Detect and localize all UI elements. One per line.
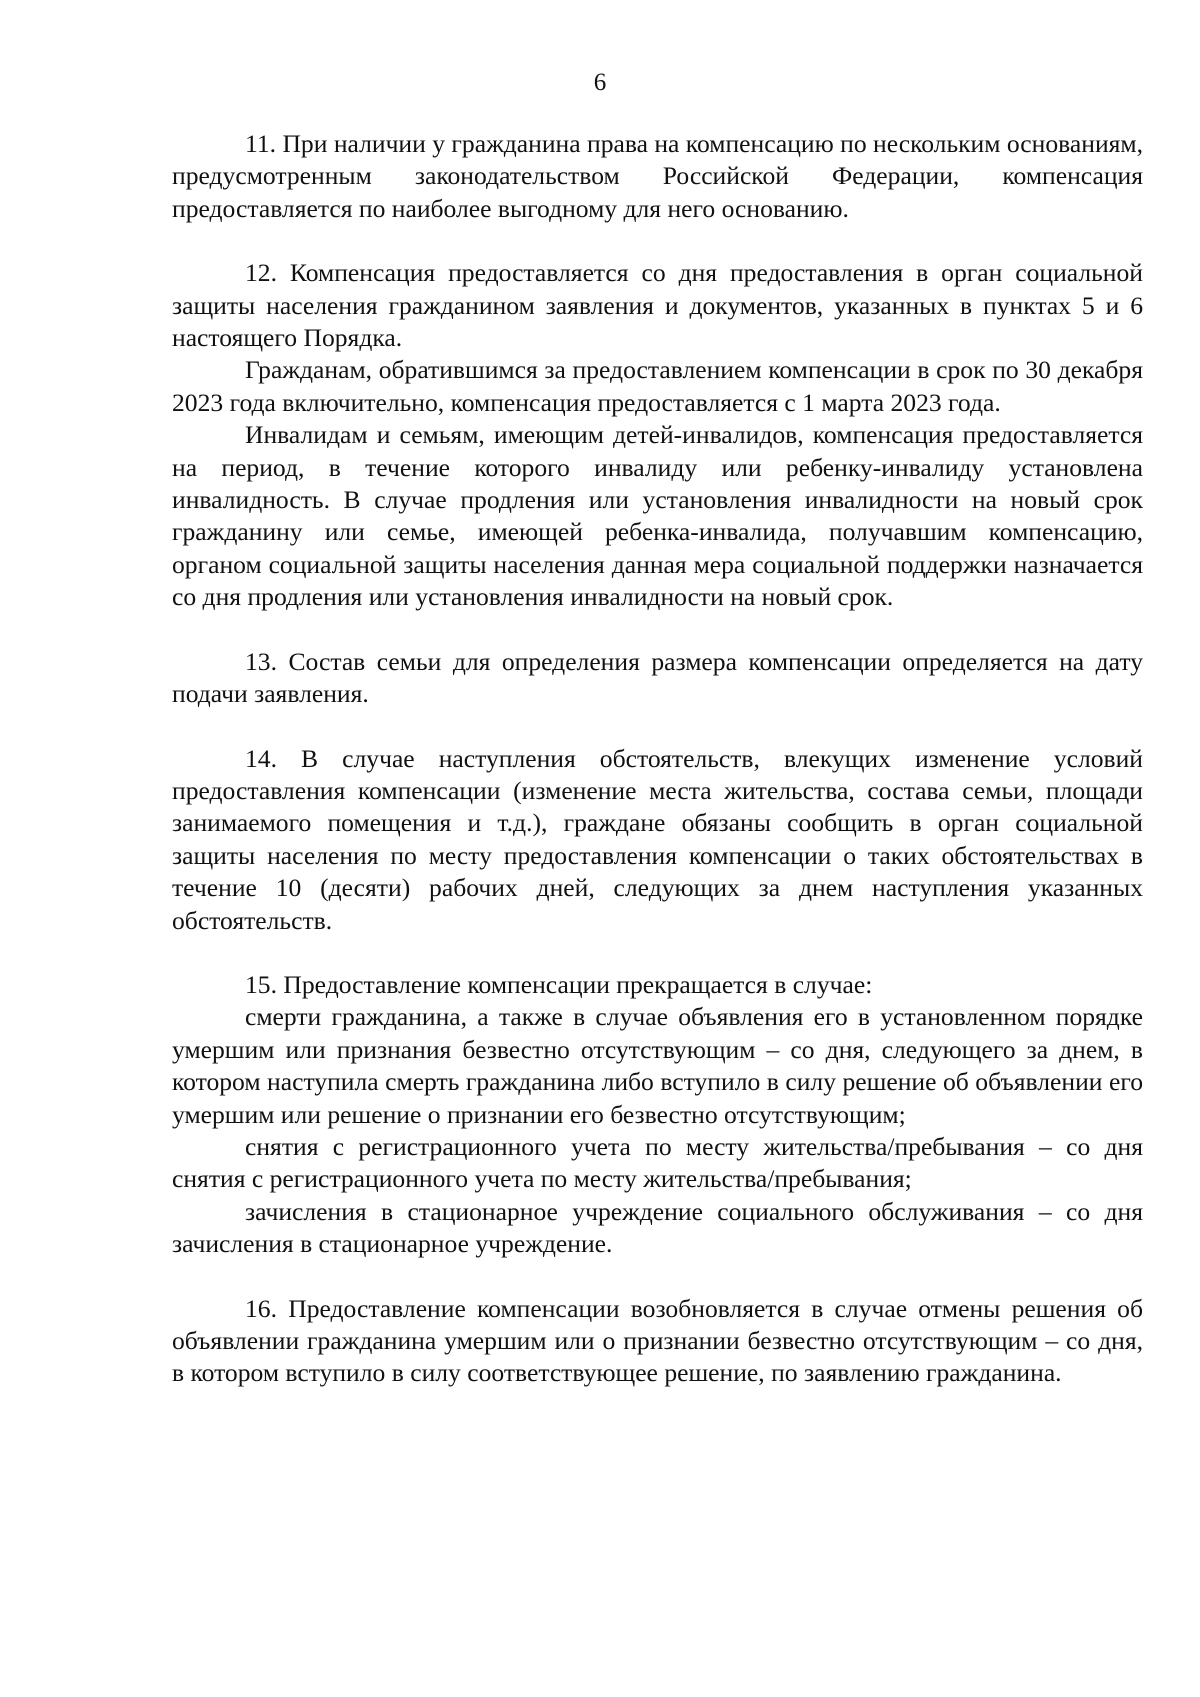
paragraph-15-deregistration: снятия с регистрационного учета по месту жительства/пребывания – со дня снятия с регистрационного учета по месту жительства/пребывания; [172, 1131, 1143, 1194]
paragraph-12: 12. Компенсация предоставляется со дня предоставления в орган социальной защиты населения гражданином заявления и документов, указанных в пунктах 5 и 6 настоящего Порядка. [172, 258, 1143, 353]
paragraph-16: 16. Предоставление компенсации возобновляется в случае отмены решения об объявлении гражданина умершим или о признании безвестно отсутствующим – со дня, в котором вступило в силу соответствующее решение, по заявлению гражданина. [172, 1293, 1143, 1388]
page-number: 6 [593, 69, 607, 96]
paragraph-12-citizens: Гражданам, обратившимся за предоставлением компенсации в срок по 30 декабря 2023 года включительно, компенсация предоставляется с 1 марта 2023 года. [172, 355, 1143, 417]
paragraph-13: 13. Состав семьи для определения размера компенсации определяется на дату подачи заявления. [172, 646, 1143, 709]
paragraph-12-disabled: Инвалидам и семьям, имеющим детей-инвалидов, компенсация предоставляется на период, в течение которого инвалиду или ребенку-инвалиду установлена инвалидность. В случае продления или установления инвалидности на новый срок гражданину или семье, имеющей ребенка-инвалида, получавшим компенсацию, органом социальной защиты населения данная мера социальной поддержки назначается со дня продления или установления инвалидности на новый срок. [172, 420, 1143, 612]
document-body [172, 128, 1143, 1390]
paragraph-15-death: смерти гражданина, а также в случае объявления его в установленном порядке умершим или признания безвестно отсутствующим – со дня, следующего за днем, в котором наступила смерть гражданина либо вступило в силу решение об объявлении его умершим или решение о признании его безвестно отсутствующим; [172, 1002, 1143, 1129]
paragraph-15: 15. Предоставление компенсации прекращается в случае: [245, 969, 873, 999]
paragraph-11: 11. При наличии у гражданина права на компенсацию по нескольким основаниям, предусмотренным законодательством Российской Федерации, компенсация предоставляется по наиболее выгодному для него основанию. [172, 129, 1144, 223]
paragraph-14: 14. В случае наступления обстоятельств, влекущих изменение условий предоставления компенсации (изменение места жительства, состава семьи, площади занимаемого помещения и т.д.), граждане обязаны сообщить в орган социальной защиты населения по месту предоставления компенсации о таких обстоятельствах в течение 10 (десяти) рабочих дней, следующих за днем наступления указанных обстоятельств. [172, 743, 1143, 935]
paragraph-15-enrollment: зачисления в стационарное учреждение социального обслуживания – со дня зачисления в стационарное учреждение. [172, 1196, 1143, 1259]
